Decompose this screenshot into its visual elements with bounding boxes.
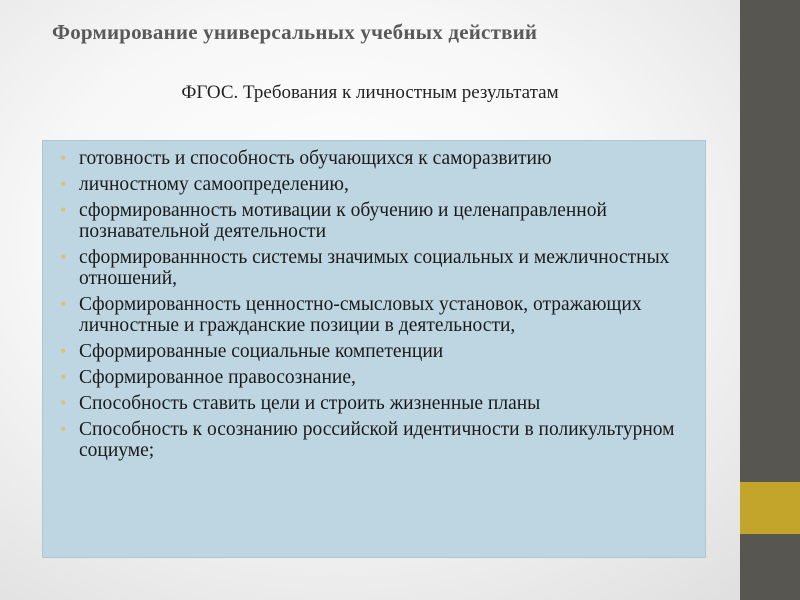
slide-subtitle: ФГОС. Требования к личностным результатам xyxy=(181,82,559,103)
bullet-item: • сформированность мотивации к обучению и целенаправленной познавательной деятельности xyxy=(79,200,685,242)
slide-title: Формирование универсальных учебных действий xyxy=(52,20,538,44)
bullet-item: • Способность ставить цели и строить жизненные планы xyxy=(79,393,685,414)
content-box xyxy=(42,140,706,558)
bullet-item: • сформированнность системы значимых социальных и межличностных отношений, xyxy=(79,247,685,289)
bullet-item: • Сформированное правосознание, xyxy=(79,367,685,388)
side-decoration-accent xyxy=(740,482,800,534)
bullet-list xyxy=(43,141,705,461)
bullet-item: • личностному самоопределению, xyxy=(79,174,685,195)
bullet-item: • готовность и способность обучающихся к саморазвитию xyxy=(79,148,685,169)
bullet-item: • Сформированные социальные компетенции xyxy=(79,341,685,362)
bullet-item: • Сформированность ценностно-смысловых установок, отражающих личностные и гражданские позиции в деятельности, xyxy=(79,294,685,336)
bullet-item: • Способность к осознанию российской идентичности в поликультурном социуме; xyxy=(79,419,685,461)
